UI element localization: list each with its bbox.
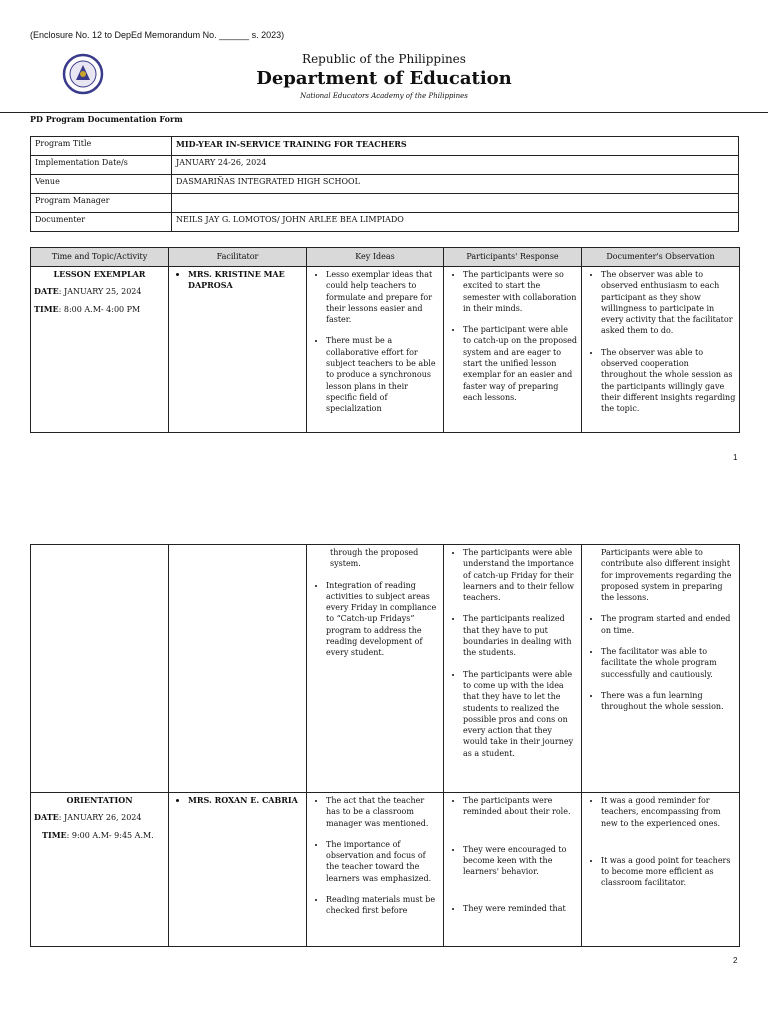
page-number: 1	[733, 453, 738, 462]
topic-cell	[31, 267, 169, 433]
info-row	[31, 137, 739, 156]
facilitator-cell	[169, 267, 307, 433]
info-label: Documenter	[31, 213, 172, 232]
info-row	[31, 194, 739, 213]
observation-cell	[582, 267, 740, 433]
info-label: Program Title	[31, 137, 172, 156]
info-row	[31, 213, 739, 232]
header-divider	[0, 112, 768, 113]
topic-cell	[31, 545, 169, 793]
column-header-facilitator: Facilitator	[169, 248, 307, 267]
response-cell	[444, 793, 582, 947]
academy-subheading: National Educators Academy of the Philippines	[300, 92, 468, 100]
documentation-table-page-2	[30, 544, 740, 947]
table-row	[31, 545, 740, 793]
list-item: • The act that the teacher has to be a classroom manager was mentioned.	[326, 795, 440, 829]
column-header-time-topic: Time and Topic/Activity	[31, 248, 169, 267]
date-label: DATE	[34, 286, 59, 297]
key-ideas-cell	[307, 267, 444, 433]
documentation-table-page-1	[30, 247, 740, 433]
list-item: • The facilitator was able to facilitate the whole program successfully and cautiously.	[601, 646, 736, 680]
response-cell	[444, 545, 582, 793]
column-header-key-ideas: Key Ideas	[307, 248, 444, 267]
list-item: • There was a fun learning throughout the whole session.	[601, 690, 736, 713]
list-item: • It was a good reminder for teachers, encompassing from new to the experienced ones.	[601, 795, 736, 829]
table-header-row	[31, 248, 740, 267]
info-label: Program Manager	[31, 194, 172, 213]
topic-title: ORIENTATION	[66, 795, 133, 805]
enclosure-note: (Enclosure No. 12 to DepEd Memorandum No. ______ s. 2023)	[30, 30, 285, 40]
facilitator-name: • MRS. KRISTINE MAE DAPROSA	[188, 269, 303, 292]
response-cell	[444, 267, 582, 433]
list-item: • They were encouraged to become keen with the learners' behavior.	[463, 844, 578, 878]
info-row	[31, 156, 739, 175]
facilitator-cell	[169, 793, 307, 947]
column-header-participants-response: Participants' Response	[444, 248, 582, 267]
key-ideas-cell	[307, 793, 444, 947]
date-label: DATE	[34, 812, 59, 823]
list-item: • They were reminded that	[463, 903, 578, 914]
list-item: • The observer was able to observed cooperation throughout the whole session as the participants willingly gave their different insights regarding the topic.	[601, 347, 736, 415]
info-label: Implementation Date/s	[31, 156, 172, 175]
list-item: • Lesso exemplar ideas that could help teachers to formulate and prepare for their lessons easier and faster.	[326, 269, 440, 325]
list-item: • The observer was able to observed enthusiasm to each participant as they show willingness to participate in every activity that the facilitator asked them to do.	[601, 269, 736, 337]
list-item: • Reading materials must be checked first before	[326, 894, 440, 917]
list-item: • The participants were reminded about their role.	[463, 795, 578, 818]
continued-text: through the proposed system.	[330, 548, 419, 569]
info-label: Venue	[31, 175, 172, 194]
facilitator-cell	[169, 545, 307, 793]
list-item: • It was a good point for teachers to become more efficient as classroom facilitator.	[601, 855, 736, 889]
time-label: TIME	[34, 303, 59, 314]
topic-cell	[31, 793, 169, 947]
list-item: • The participant were able to catch-up on the proposed system and are eager to start the unified lesson exemplar for an easier and faster way of preparing each lessons.	[463, 324, 578, 403]
info-value: DASMARIÑAS INTEGRATED HIGH SCHOOL	[172, 175, 739, 194]
list-item: • Integration of reading activities to subject areas every Friday in compliance to “Catch-up Fridays” program to address the reading development of every student.	[326, 580, 440, 659]
observation-cell	[582, 793, 740, 947]
department-heading: Department of Education	[256, 68, 512, 89]
table-row	[31, 793, 740, 947]
list-item: • The program started and ended on time.	[601, 613, 736, 636]
table-row	[31, 267, 740, 433]
time-label: TIME	[42, 829, 67, 840]
list-item: • The participants realized that they have to put boundaries in dealing with the students.	[463, 613, 578, 658]
session-date: : JANUARY 25, 2024	[58, 287, 142, 297]
list-item: • The participants were able understand the importance of catch-up Friday for their learners and to their fellow teachers.	[463, 547, 578, 603]
info-row	[31, 175, 739, 194]
facilitator-name: • MRS. ROXAN E. CABRIA	[188, 795, 303, 806]
program-info-table	[30, 136, 739, 232]
page-number: 2	[733, 956, 738, 965]
list-item: • The participants were able to come up with the idea that they have to let the students to realized the possible pros and cons on every action that they would take in their journey as a student.	[463, 669, 578, 759]
list-item: • There must be a collaborative effort for subject teachers to be able to produce a synchronous lesson plans in their specific field of specialization	[326, 335, 440, 414]
form-title: PD Program Documentation Form	[30, 114, 183, 124]
info-value	[172, 194, 739, 213]
info-value: JANUARY 24-26, 2024	[172, 156, 739, 175]
continued-text: Participants were able to contribute also different insight for improvements regarding the proposed system in preparing the lessons.	[601, 548, 732, 603]
observation-cell	[582, 545, 740, 793]
key-ideas-cell	[307, 545, 444, 793]
list-item: • The participants were so excited to start the semester with collaboration in their minds.	[463, 269, 578, 314]
info-value: MID-YEAR IN-SERVICE TRAINING FOR TEACHERS	[172, 137, 739, 156]
session-time: : 9:00 A.M- 9:45 A.M.	[66, 830, 154, 840]
column-header-documenter-observation: Documenter's Observation	[582, 248, 740, 267]
session-time: : 8:00 A.M- 4:00 PM	[58, 304, 141, 314]
republic-heading: Republic of the Philippines	[302, 52, 466, 66]
info-value: NEILS JAY G. LOMOTOS/ JOHN ARLEE BEA LIMPIADO	[172, 213, 739, 232]
session-date: : JANUARY 26, 2024	[58, 813, 142, 823]
list-item: • The importance of observation and focus of the teacher toward the learners was emphasized.	[326, 839, 440, 884]
topic-title: LESSON EXEMPLAR	[53, 269, 146, 279]
